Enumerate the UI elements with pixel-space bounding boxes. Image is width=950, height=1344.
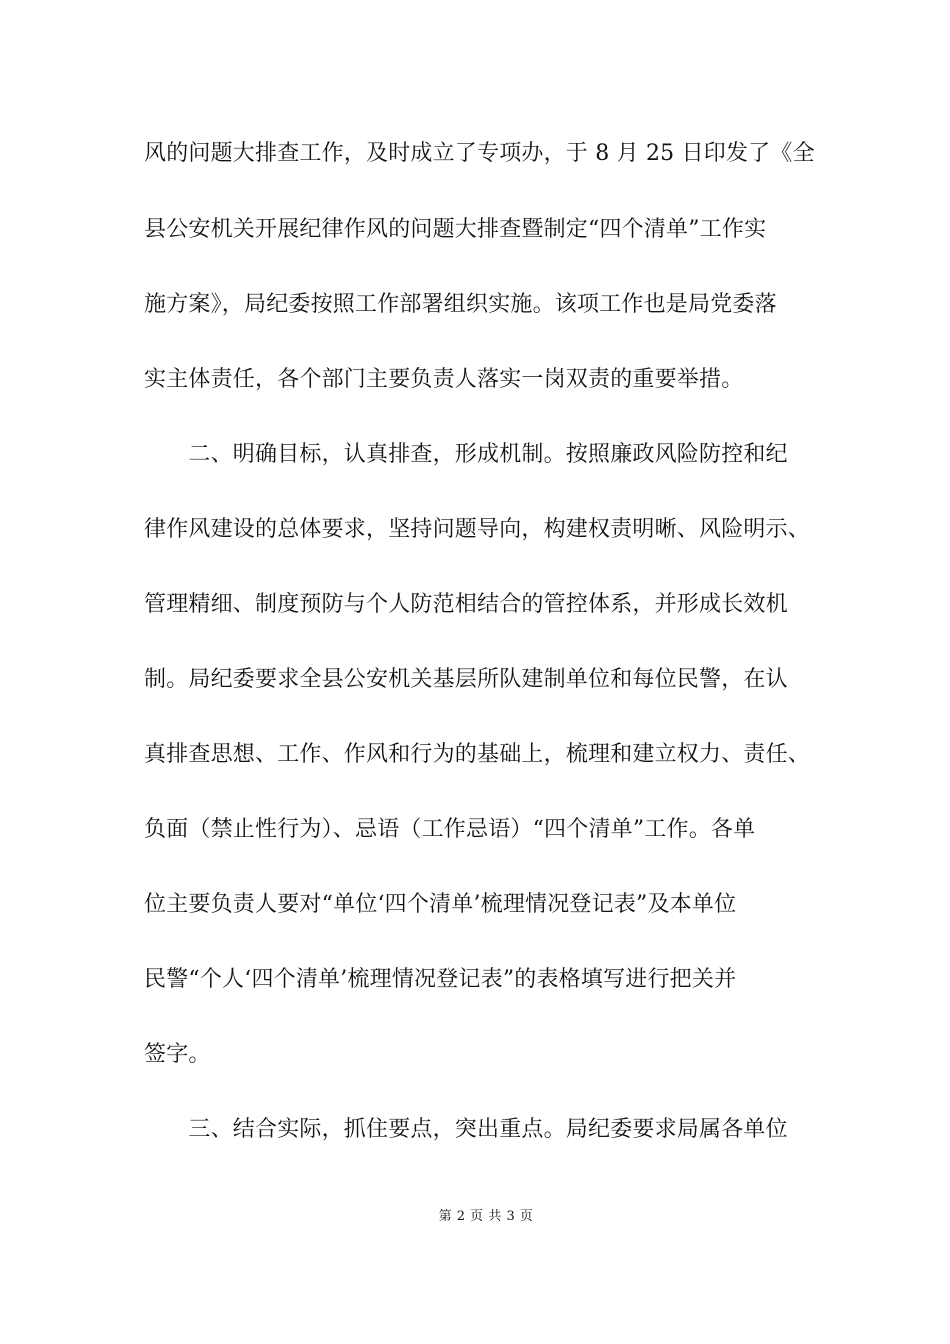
body-text-line: 负面（禁止性行为）、忌语（工作忌语）“四个清单”工作。各单 [144, 817, 756, 842]
paragraph-heading-line: 二、明确目标，认真排查，形成机制。按照廉政风险防控和纪 [144, 442, 788, 467]
body-text-line: 民警“个人‘四个清单’梳理情况登记表”的表格填写进行把关并 [144, 967, 737, 992]
body-text-line: 县公安机关开展纪律作风的问题大排查暨制定“四个清单”工作实 [144, 217, 767, 242]
body-text-line: 施方案》，局纪委按照工作部署组织实施。该项工作也是局党委落 [144, 292, 777, 317]
body-text-line: 制。局纪委要求全县公安机关基层所队建制单位和每位民警，在认 [144, 667, 788, 692]
body-text-line: 管理精细、制度预防与个人防范相结合的管控体系，并形成长效机 [144, 592, 788, 617]
body-text-line: 真排查思想、工作、作风和行为的基础上，梳理和建立权力、责任、 [144, 742, 811, 767]
page-number-footer: 第 2 页 共 3 页 [438, 1209, 534, 1224]
body-text-line: 签字。 [144, 1042, 211, 1067]
body-text-line: 位主要负责人要对“单位‘四个清单’梳理情况登记表”及本单位 [144, 892, 737, 917]
body-text-line: 风的问题大排查工作，及时成立了专项办，于 8 月 25 日印发了《全 [144, 141, 815, 166]
paragraph-heading-line: 三、结合实际，抓住要点，突出重点。局纪委要求局属各单位 [144, 1117, 788, 1142]
body-text-line: 实主体责任，各个部门主要负责人落实一岗双责的重要举措。 [144, 367, 744, 392]
body-text-line: 律作风建设的总体要求，坚持问题导向，构建权责明晰、风险明示、 [144, 517, 811, 542]
